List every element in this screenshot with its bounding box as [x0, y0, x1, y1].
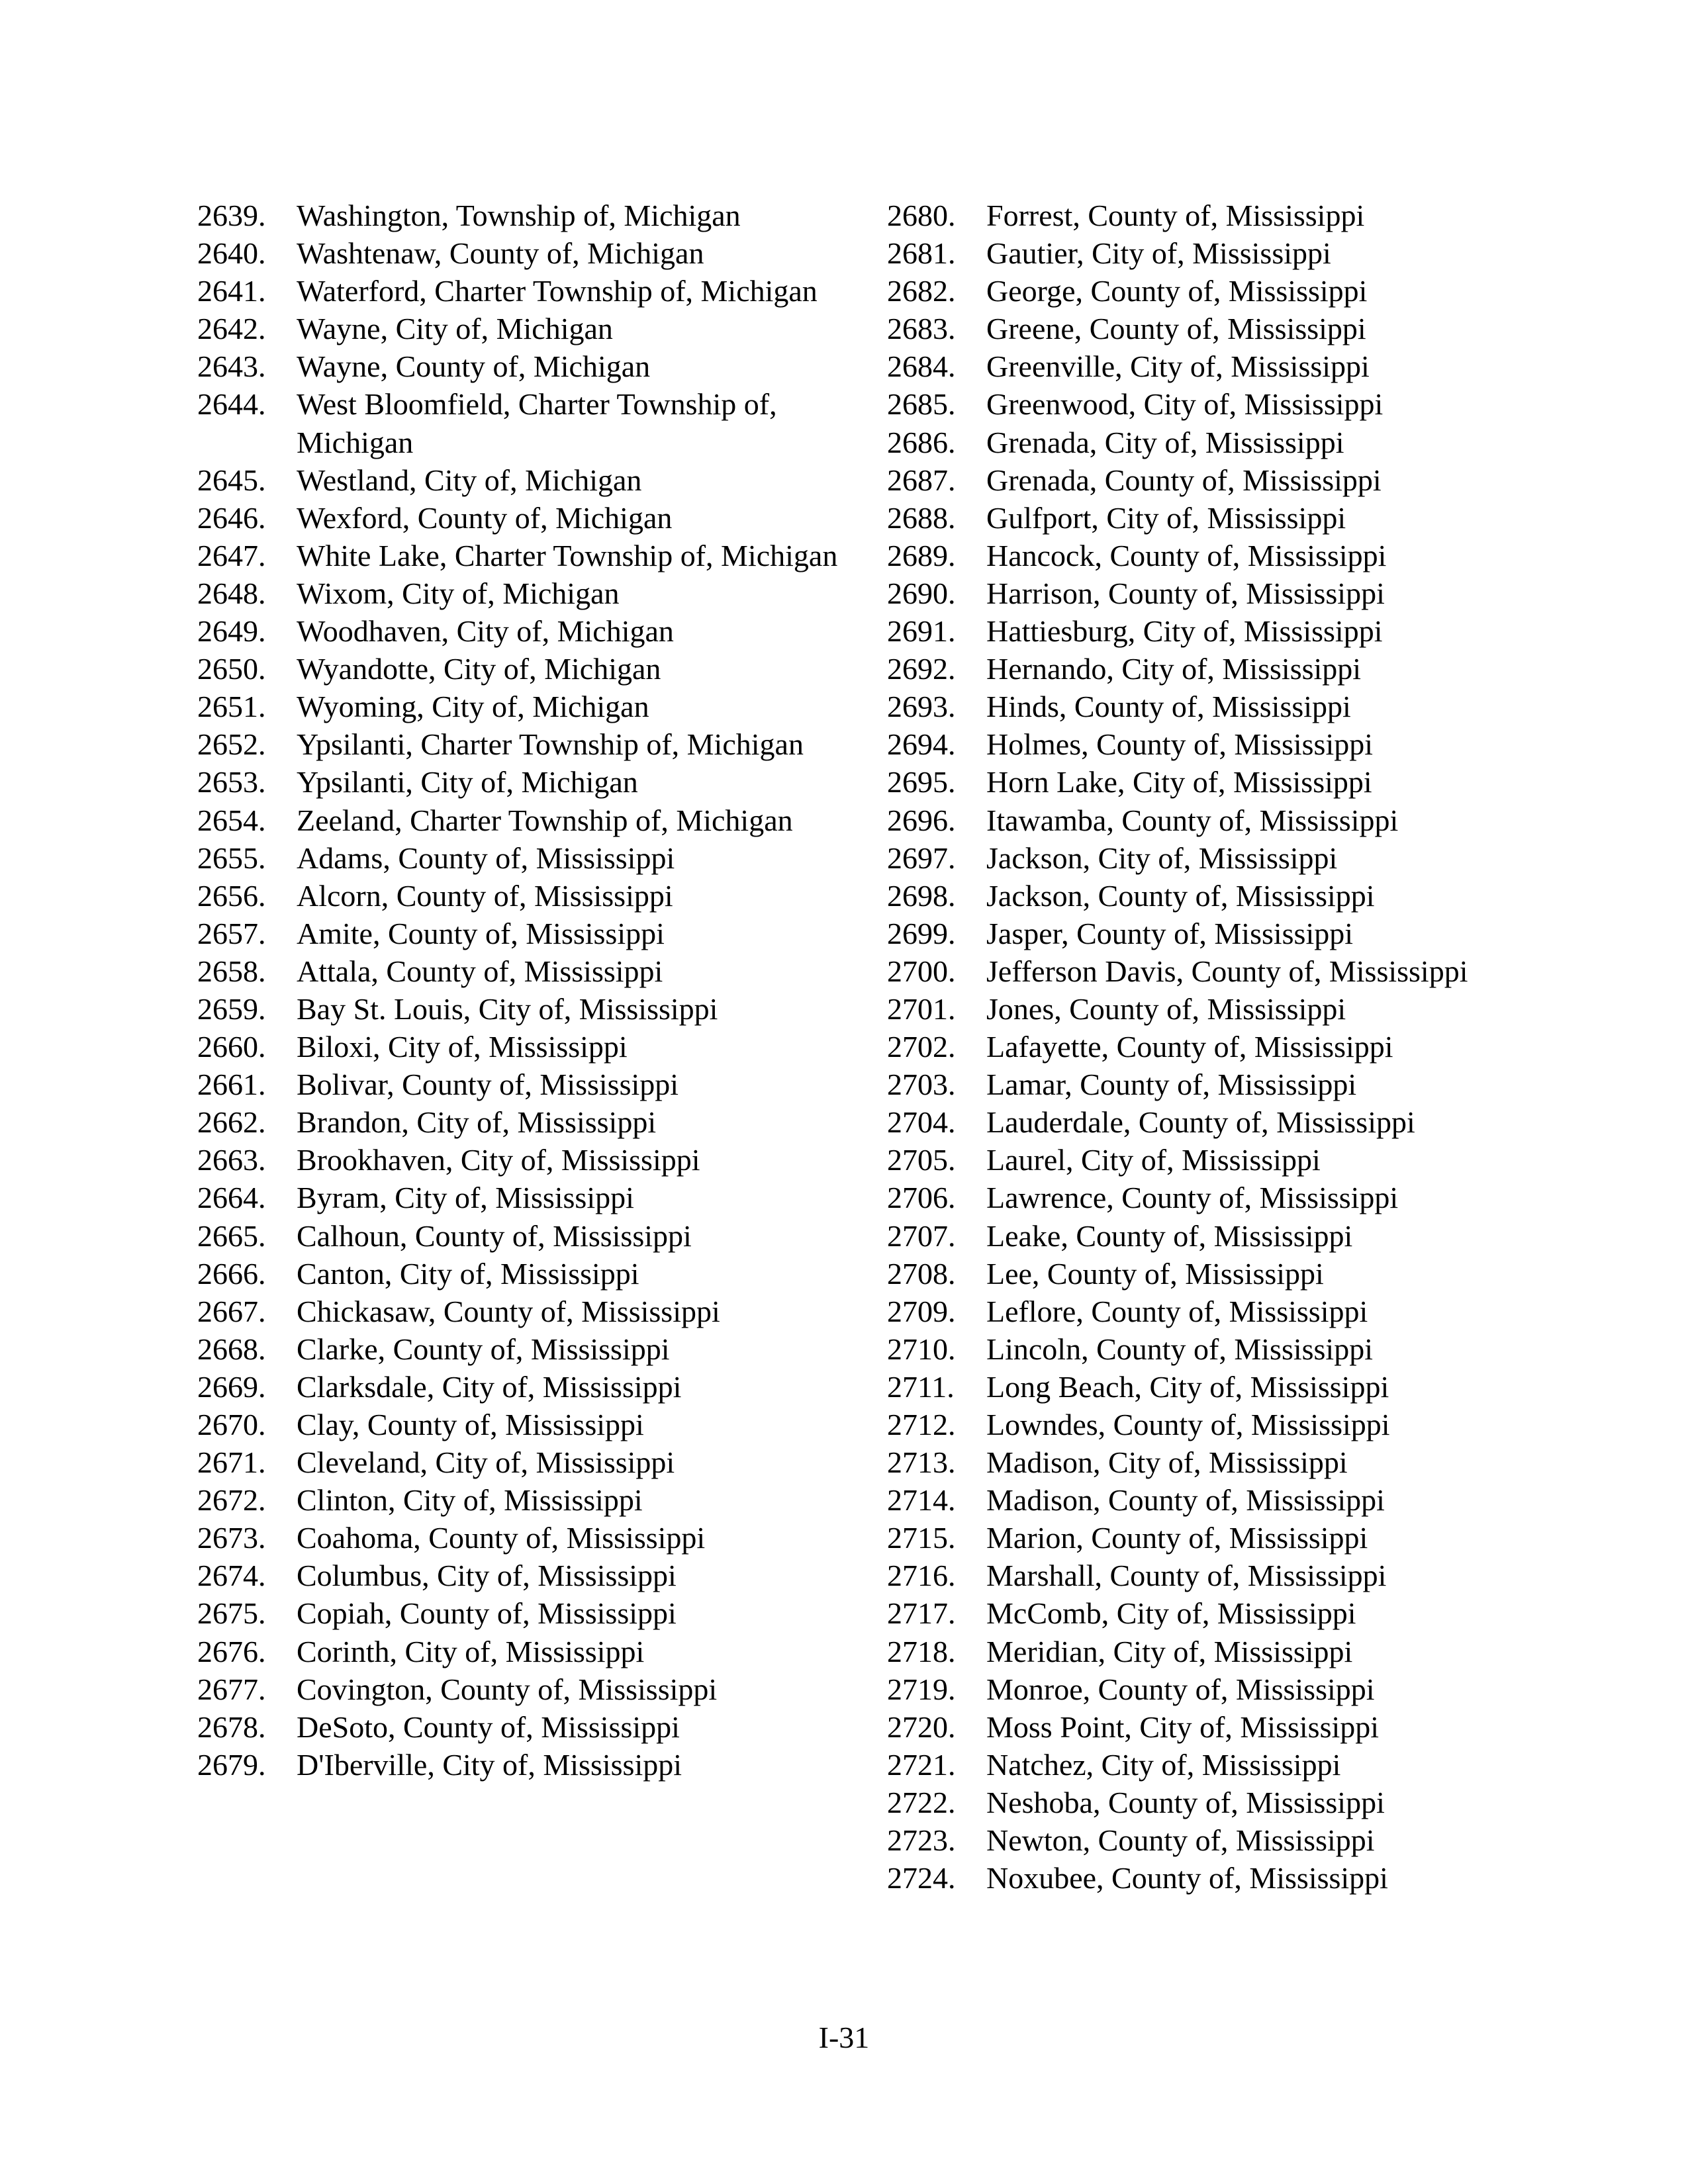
- item-name: Waterford, Charter Township of, Michigan: [297, 274, 818, 308]
- list-item: [197, 1293, 859, 1330]
- item-name: Leflore, County of, Mississippi: [986, 1294, 1368, 1328]
- item-name: Brandon, City of, Mississippi: [297, 1105, 657, 1140]
- item-number: 2700.: [887, 954, 956, 988]
- item-name: Jefferson Davis, County of, Mississippi: [986, 954, 1468, 988]
- item-number: 2666.: [197, 1256, 266, 1291]
- item-number: 2714.: [887, 1483, 956, 1518]
- item-number: 2697.: [887, 841, 956, 875]
- item-name: Hattiesburg, City of, Mississippi: [986, 614, 1383, 649]
- item-number: 2717.: [887, 1596, 956, 1631]
- item-name: Woodhaven, City of, Michigan: [297, 614, 674, 649]
- item-name: Marion, County of, Mississippi: [986, 1521, 1368, 1555]
- item-name: McComb, City of, Mississippi: [986, 1596, 1356, 1631]
- item-number: 2710.: [887, 1332, 956, 1366]
- list-item: [197, 1443, 859, 1481]
- list-item: [887, 1103, 1549, 1141]
- item-name: Jackson, County of, Mississippi: [986, 878, 1375, 913]
- item-name: Byram, City of, Mississippi: [297, 1181, 634, 1215]
- item-name: Covington, County of, Mississippi: [297, 1672, 718, 1706]
- item-number: 2642.: [197, 312, 266, 346]
- item-number: 2677.: [197, 1672, 266, 1706]
- item-number: 2639.: [197, 199, 266, 232]
- list-item: [197, 499, 859, 537]
- item-name: Horn Lake, City of, Mississippi: [986, 765, 1372, 799]
- item-name: Greenville, City of, Mississippi: [986, 349, 1370, 384]
- item-name: Wayne, County of, Michigan: [297, 349, 651, 384]
- item-number: 2701.: [887, 991, 956, 1026]
- item-name: Forrest, County of, Mississippi: [986, 199, 1365, 232]
- item-name: Brookhaven, City of, Mississippi: [297, 1143, 700, 1177]
- list-item: [197, 990, 859, 1028]
- item-name: Calhoun, County of, Mississippi: [297, 1218, 692, 1253]
- item-name: Gulfport, City of, Mississippi: [986, 500, 1346, 535]
- item-name: Leake, County of, Mississippi: [986, 1218, 1353, 1253]
- list-item: [887, 499, 1549, 537]
- list-item: [887, 574, 1549, 612]
- list-item: [197, 688, 859, 725]
- list-item: [197, 385, 859, 461]
- item-name: Hancock, County of, Mississippi: [986, 538, 1387, 572]
- item-number: 2686.: [887, 425, 956, 459]
- item-name: Wexford, County of, Michigan: [297, 500, 673, 535]
- item-number: 2680.: [887, 199, 956, 232]
- item-name: Bolivar, County of, Mississippi: [297, 1068, 679, 1102]
- item-number: 2648.: [197, 576, 266, 610]
- item-number: 2703.: [887, 1068, 956, 1102]
- item-number: 2657.: [197, 916, 266, 950]
- page-number: I-31: [818, 2021, 870, 2054]
- item-number: 2723.: [887, 1823, 956, 1858]
- item-name: Amite, County of, Mississippi: [297, 916, 665, 950]
- item-number: 2671.: [197, 1445, 266, 1480]
- item-number: 2663.: [197, 1143, 266, 1177]
- item-name: Canton, City of, Mississippi: [297, 1256, 639, 1291]
- list-item: [197, 650, 859, 688]
- item-name: Clay, County of, Mississippi: [297, 1408, 644, 1441]
- item-name: Alcorn, County of, Mississippi: [297, 878, 673, 913]
- list-item: [887, 1028, 1549, 1066]
- list-item: [887, 1217, 1549, 1255]
- item-name: Monroe, County of, Mississippi: [986, 1672, 1375, 1706]
- list-item: [887, 839, 1549, 877]
- item-number: 2658.: [197, 954, 266, 988]
- item-number: 2693.: [887, 690, 956, 724]
- list-item: [887, 1481, 1549, 1519]
- item-name: Newton, County of, Mississippi: [986, 1823, 1375, 1858]
- item-number: 2645.: [197, 463, 266, 497]
- item-number: 2720.: [887, 1709, 956, 1744]
- item-number: 2681.: [887, 236, 956, 271]
- item-name: Noxubee, County of, Mississippi: [986, 1861, 1388, 1895]
- item-number: 2678.: [197, 1709, 266, 1744]
- item-name: Jones, County of, Mississippi: [986, 991, 1346, 1026]
- item-number: 2656.: [197, 878, 266, 913]
- item-name: Greenwood, City of, Mississippi: [986, 387, 1383, 422]
- list-item: [197, 725, 859, 763]
- item-number: 2655.: [197, 841, 266, 875]
- list-item: [197, 1557, 859, 1594]
- item-number: 2724.: [887, 1861, 956, 1895]
- list-item: [887, 1179, 1549, 1216]
- list-item: [197, 1066, 859, 1103]
- list-item: [887, 1633, 1549, 1670]
- item-number: 2684.: [887, 349, 956, 384]
- list-item: [197, 801, 859, 839]
- item-number: 2660.: [197, 1030, 266, 1064]
- item-number: 2715.: [887, 1521, 956, 1555]
- item-number: 2652.: [197, 727, 266, 762]
- item-name: Lauderdale, County of, Mississippi: [986, 1105, 1415, 1140]
- item-name: D'Iberville, City of, Mississippi: [297, 1747, 682, 1782]
- item-name: Hernando, City of, Mississippi: [986, 652, 1362, 686]
- list-item: [197, 234, 859, 272]
- item-number: 2661.: [197, 1068, 266, 1102]
- list-item: [197, 763, 859, 801]
- list-item: [197, 310, 859, 347]
- item-number: 2699.: [887, 916, 956, 950]
- list-item: [197, 1179, 859, 1216]
- item-name: Itawamba, County of, Mississippi: [986, 803, 1399, 837]
- list-item: [197, 1028, 859, 1066]
- item-number: 2707.: [887, 1218, 956, 1253]
- list-item: [887, 1368, 1549, 1406]
- item-number: 2696.: [887, 803, 956, 837]
- item-number: 2708.: [887, 1256, 956, 1291]
- item-name: Lafayette, County of, Mississippi: [986, 1030, 1393, 1064]
- item-number: 2640.: [197, 236, 266, 271]
- list-item: [197, 1255, 859, 1293]
- list-item: [197, 1368, 859, 1406]
- item-number: 2679.: [197, 1747, 266, 1782]
- item-name: Lowndes, County of, Mississippi: [986, 1408, 1390, 1441]
- list-item: [887, 1821, 1549, 1859]
- list-item: [887, 1443, 1549, 1481]
- list-item: [887, 612, 1549, 650]
- left-column-list: [197, 197, 859, 1784]
- item-number: 2653.: [197, 765, 266, 799]
- item-number: 2647.: [197, 538, 266, 572]
- list-item: [887, 1406, 1549, 1443]
- list-item: [887, 1594, 1549, 1632]
- list-item: [887, 1330, 1549, 1368]
- item-number: 2712.: [887, 1408, 956, 1441]
- item-number: 2673.: [197, 1521, 266, 1555]
- list-item: [197, 1217, 859, 1255]
- list-item: [197, 1594, 859, 1632]
- item-name: Zeeland, Charter Township of, Michigan: [297, 803, 793, 837]
- item-number: 2651.: [197, 690, 266, 724]
- item-name: Clarke, County of, Mississippi: [297, 1332, 670, 1366]
- list-item: [887, 234, 1549, 272]
- list-item: [197, 1141, 859, 1179]
- item-name: George, County of, Mississippi: [986, 274, 1368, 308]
- list-item: [887, 1784, 1549, 1821]
- item-name: Moss Point, City of, Mississippi: [986, 1709, 1380, 1744]
- list-item: [197, 1481, 859, 1519]
- list-item: [887, 1141, 1549, 1179]
- list-item: [887, 1519, 1549, 1557]
- item-number: 2716.: [887, 1559, 956, 1593]
- item-number: 2665.: [197, 1218, 266, 1253]
- item-number: 2685.: [887, 387, 956, 422]
- item-name: Hinds, County of, Mississippi: [986, 690, 1351, 724]
- list-item: [887, 1066, 1549, 1103]
- item-number: 2694.: [887, 727, 956, 762]
- item-name: Cleveland, City of, Mississippi: [297, 1445, 675, 1480]
- item-number: 2692.: [887, 652, 956, 686]
- item-number: 2644.: [197, 387, 266, 422]
- item-name: Lincoln, County of, Mississippi: [986, 1332, 1373, 1366]
- item-name: Wyandotte, City of, Michigan: [297, 652, 661, 686]
- list-item: [887, 1557, 1549, 1594]
- list-item: [887, 877, 1549, 915]
- item-number: 2718.: [887, 1634, 956, 1668]
- item-name: Marshall, County of, Mississippi: [986, 1559, 1387, 1593]
- item-name: West Bloomfield, Charter Township of, Michigan: [297, 387, 777, 459]
- list-item: [197, 1670, 859, 1708]
- list-item: [887, 650, 1549, 688]
- item-number: 2698.: [887, 878, 956, 913]
- item-name: Lamar, County of, Mississippi: [986, 1068, 1357, 1102]
- item-number: 2668.: [197, 1332, 266, 1366]
- list-item: [197, 1708, 859, 1746]
- item-name: Washington, Township of, Michigan: [297, 199, 741, 232]
- item-number: 2695.: [887, 765, 956, 799]
- item-number: 2650.: [197, 652, 266, 686]
- item-name: Clinton, City of, Mississippi: [297, 1483, 643, 1518]
- item-name: Lawrence, County of, Mississippi: [986, 1181, 1399, 1215]
- list-item: [197, 272, 859, 310]
- list-item: [887, 537, 1549, 574]
- item-name: Greene, County of, Mississippi: [986, 312, 1366, 346]
- list-item: [887, 952, 1549, 990]
- right-column-list: [887, 197, 1549, 1897]
- item-name: Columbus, City of, Mississippi: [297, 1559, 677, 1593]
- item-number: 2672.: [197, 1483, 266, 1518]
- item-name: Clarksdale, City of, Mississippi: [297, 1369, 682, 1404]
- item-name: Wyoming, City of, Michigan: [297, 690, 649, 724]
- item-name: Gautier, City of, Mississippi: [986, 236, 1331, 271]
- list-item: [887, 688, 1549, 725]
- list-item: [887, 197, 1549, 234]
- list-item: [887, 725, 1549, 763]
- list-item: [197, 1103, 859, 1141]
- list-item: [197, 347, 859, 385]
- item-number: 2664.: [197, 1181, 266, 1215]
- item-number: 2682.: [887, 274, 956, 308]
- item-name: Harrison, County of, Mississippi: [986, 576, 1385, 610]
- item-name: Westland, City of, Michigan: [297, 463, 642, 497]
- item-number: 2654.: [197, 803, 266, 837]
- item-name: Lee, County of, Mississippi: [986, 1256, 1324, 1291]
- list-item: [887, 385, 1549, 423]
- item-number: 2641.: [197, 274, 266, 308]
- item-number: 2643.: [197, 349, 266, 384]
- item-number: 2683.: [887, 312, 956, 346]
- item-number: 2690.: [887, 576, 956, 610]
- item-number: 2670.: [197, 1408, 266, 1441]
- list-item: [197, 839, 859, 877]
- item-number: 2711.: [887, 1369, 955, 1404]
- item-name: Coahoma, County of, Mississippi: [297, 1521, 706, 1555]
- list-item: [887, 310, 1549, 347]
- list-item: [887, 1255, 1549, 1293]
- item-number: 2676.: [197, 1634, 266, 1668]
- item-name: Long Beach, City of, Mississippi: [986, 1369, 1389, 1404]
- list-item: [197, 1330, 859, 1368]
- item-name: Meridian, City of, Mississippi: [986, 1634, 1353, 1668]
- item-name: Adams, County of, Mississippi: [297, 841, 675, 875]
- list-item: [197, 574, 859, 612]
- item-name: Corinth, City of, Mississippi: [297, 1634, 645, 1668]
- list-item: [887, 1859, 1549, 1897]
- list-item: [197, 877, 859, 915]
- list-item: [887, 272, 1549, 310]
- item-name: Chickasaw, County of, Mississippi: [297, 1294, 720, 1328]
- item-number: 2675.: [197, 1596, 266, 1631]
- item-name: Ypsilanti, Charter Township of, Michigan: [297, 727, 804, 762]
- list-item: [887, 1746, 1549, 1784]
- item-name: Laurel, City of, Mississippi: [986, 1143, 1321, 1177]
- item-name: Neshoba, County of, Mississippi: [986, 1785, 1385, 1819]
- item-number: 2713.: [887, 1445, 956, 1480]
- list-item: [197, 197, 859, 234]
- item-name: Jackson, City of, Mississippi: [986, 841, 1338, 875]
- list-item: [197, 1406, 859, 1443]
- item-name: Ypsilanti, City of, Michigan: [297, 765, 638, 799]
- item-name: Holmes, County of, Mississippi: [986, 727, 1374, 762]
- item-name: Grenada, County of, Mississippi: [986, 463, 1382, 497]
- item-name: Biloxi, City of, Mississippi: [297, 1030, 628, 1064]
- list-item: [887, 915, 1549, 952]
- list-item: [887, 461, 1549, 499]
- list-item: [887, 801, 1549, 839]
- item-number: 2646.: [197, 500, 266, 535]
- item-number: 2704.: [887, 1105, 956, 1140]
- list-item: [197, 1519, 859, 1557]
- item-name: Copiah, County of, Mississippi: [297, 1596, 677, 1631]
- list-item: [887, 347, 1549, 385]
- item-name: Natchez, City of, Mississippi: [986, 1747, 1341, 1782]
- item-number: 2691.: [887, 614, 956, 649]
- item-number: 2649.: [197, 614, 266, 649]
- item-number: 2721.: [887, 1747, 956, 1782]
- list-item: [197, 612, 859, 650]
- item-number: 2688.: [887, 500, 956, 535]
- list-item: [887, 1293, 1549, 1330]
- item-number: 2687.: [887, 463, 956, 497]
- item-number: 2659.: [197, 991, 266, 1026]
- item-number: 2719.: [887, 1672, 956, 1706]
- list-item: [197, 1746, 859, 1784]
- item-number: 2669.: [197, 1369, 266, 1404]
- item-number: 2667.: [197, 1294, 266, 1328]
- item-number: 2702.: [887, 1030, 956, 1064]
- list-item: [197, 1633, 859, 1670]
- item-name: Grenada, City of, Mississippi: [986, 425, 1344, 459]
- item-number: 2709.: [887, 1294, 956, 1328]
- item-number: 2662.: [197, 1105, 266, 1140]
- item-number: 2689.: [887, 538, 956, 572]
- list-item: [887, 990, 1549, 1028]
- list-item: [197, 915, 859, 952]
- list-item: [197, 952, 859, 990]
- list-item: [197, 461, 859, 499]
- item-number: 2722.: [887, 1785, 956, 1819]
- list-item: [887, 763, 1549, 801]
- item-name: Jasper, County of, Mississippi: [986, 916, 1354, 950]
- item-name: White Lake, Charter Township of, Michigan: [297, 538, 838, 572]
- item-name: Washtenaw, County of, Michigan: [297, 236, 704, 271]
- item-number: 2706.: [887, 1181, 956, 1215]
- item-name: Bay St. Louis, City of, Mississippi: [297, 991, 718, 1026]
- item-name: Madison, County of, Mississippi: [986, 1483, 1385, 1518]
- list-item: [887, 1670, 1549, 1708]
- list-item: [887, 424, 1549, 461]
- item-number: 2674.: [197, 1559, 266, 1593]
- list-item: [197, 537, 859, 574]
- list-item: [887, 1708, 1549, 1746]
- item-name: Wayne, City of, Michigan: [297, 312, 613, 346]
- item-name: Wixom, City of, Michigan: [297, 576, 620, 610]
- item-name: DeSoto, County of, Mississippi: [297, 1709, 680, 1744]
- item-number: 2705.: [887, 1143, 956, 1177]
- item-name: Attala, County of, Mississippi: [297, 954, 663, 988]
- item-name: Madison, City of, Mississippi: [986, 1445, 1348, 1480]
